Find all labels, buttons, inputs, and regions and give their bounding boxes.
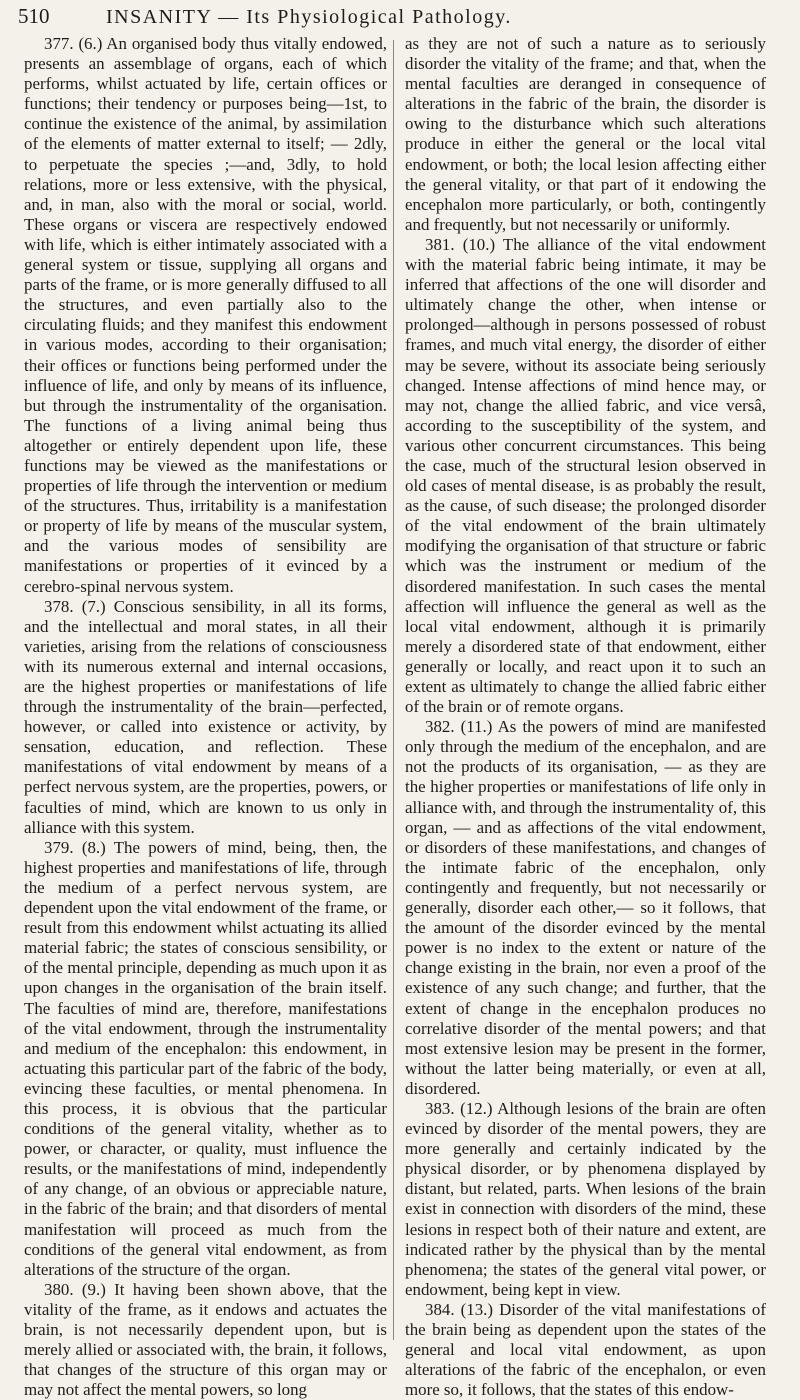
- page-number: 510: [18, 4, 50, 28]
- paragraph-379: 379. (8.) The powers of mind, being, then, the highest properties and manifestations of life, through the medium of a perfect nervous system, are dependent upon the vital endowment of the frame, or result from this endowment whilst actuating its allied material fabric; the states of conscious sensibility, or of the mental principle, depending as much upon it as upon changes in the organisation of the brain itself. The faculties of mind are, therefore, manifestations of the vital endowment, through the instrumentality and medium of the encephalon: this endowment, in actuating this particular part of the fabric of the body, evincing these faculties, or mental phenomena. In this process, it is obvious that the particular conditions of the general vitality, whether as to power, or character, or quality, must influence the results, or the manifestations of mind, independently of any change, of an obvious or appreciable nature, in the fabric of the brain; and that disorders of mental manifestation will proceed as much from the conditions of the general vital endowment, as from alterations of the structure of the organ.: [24, 837, 387, 1279]
- column-divider: [393, 40, 394, 1340]
- paragraph-383: 383. (12.) Although lesions of the brain are often evinced by disorder of the mental powers, they are more generally and certainly indicated by the physical disorder, or by phenomena displayed by distant, but related, parts. When lesions of the brain exist in connection with disorders of the mind, these lesions in respect both of their nature and extent, are indicated rather by the physical than by the mental phenomena; the states of the general vital power, or endowment, being kept in view.: [405, 1098, 766, 1299]
- paragraph-381: 381. (10.) The alliance of the vital endowment with the material fabric being intimate, it may be inferred that affections of the one will disorder and ultimately change the other, when intense or prolonged—although in persons possessed of robust frames, and much vital energy, the disorder of either may be severe, without its associate being seriously changed. Intense affections of mind hence may, or may not, change the allied fabric, and vice versâ, according to the susceptibility of the system, and various other concurrent circumstances. This being the case, much of the structural lesion observed in old cases of mental disease, is as probably the result, as the cause, of such disease; the prolonged disorder of the vital endowment of the brain ultimately modifying the organisation of that structure or fabric which was the instrument or medium of the disordered manifestation. In such cases the mental affection will influence the general as well as the local vital endowment, although it is primarily merely a disordered state of that endowment, either generally or locally, and react upon it to such an extent as ultimately to change the allied fabric either of the brain or of remote organs.: [405, 234, 766, 717]
- paragraph-384: 384. (13.) Disorder of the vital manifestations of the brain being as dependent upon the states of the general and local vital endowment, as upon alterations of the fabric of the encephalon, or even more so, it follows, that the states of this endow-: [405, 1299, 766, 1400]
- page-header: [18, 4, 718, 34]
- left-column: [24, 34, 387, 1400]
- paragraph-377: 377. (6.) An organised body thus vitally endowed, presents an assemblage of organs, each of which performs, whilst actuated by life, certain offices or functions; their tendency or purposes being—1st, to continue the existence of the animal, by assimilation of the elements of matter external to itself; — 2dly, to perpetuate the species ;—and, 3dly, to hold relations, more or less extensive, with the physical, and, in man, also with the moral or social, world. These organs or viscera are respectively endowed with life, which is either intimately associated with a general system or tissue, supplying all organs and parts of the frame, or is more generally diffused to all the structures, and even partially also to the circulating fluids; and they manifest this endowment in various modes, according to their organisation; their offices or functions being performed under the influence of life, and only by means of its influence, but through the instrumentality of the organisation. The functions of a living animal being thus altogether or entirely dependent upon life, these functions may be viewed as the manifestations or properties of life through the intervention or medium of the structures. Thus, irritability is a manifestation or property of life by means of the muscular system, and the various modes of sensibility are manifestations or properties of it evinced by a cerebro-spinal nervous system.: [24, 34, 387, 596]
- paragraph-382: 382. (11.) As the powers of mind are manifested only through the medium of the encephalon, and are not the products of its organisation, — as they are the higher properties or manifestations of life only in alliance with, and through the instrumentality of, this organ, — and as affections of the vital endowment, or disorders of these manifestations, and changes of the intimate fabric of the encephalon, only contingently and frequently, but not necessarily or generally, disorder each other,— so it follows, that the amount of the disorder evinced by the mental power is no index to the extent or nature of the change existing in the brain, nor even a proof of the existence of any such change; and further, that the extent of change in the encephalon produces no correlative disorder of the mental powers; and that most extensive lesion may be present in the former, without the latter being materially, or even at all, disordered.: [405, 717, 766, 1098]
- paragraph-378: 378. (7.) Conscious sensibility, in all its forms, and the intellectual and moral states, in all their varieties, arising from the relations of consciousness with its numerous external and internal occasions, are the highest properties or manifestations of life through the instrumentality of the brain—perfected, however, or called into existence or activity, by sensation, education, and reflection. These manifestations of vital endowment by means of a perfect nervous system, are the properties, powers, or faculties of mind, which are known to us only in alliance with this system.: [24, 596, 387, 837]
- paragraph-380-continued: as they are not of such a nature as to seriously disorder the vitality of the frame; and that, when the mental faculties are deranged in consequence of alterations in the fabric of the brain, the disorder is owing to the disturbance which such alterations produce in either the general or the local vital endowment, or both; the local lesion affecting either the general vitality, or that part of it endowing the encephalon more particularly, or both, contingently and frequently, but not necessarily or uniformly.: [405, 34, 766, 234]
- running-head: INSANITY — Its Physiological Pathology.: [106, 6, 512, 28]
- right-column: [405, 34, 766, 1400]
- paragraph-380: 380. (9.) It having been shown above, that the vitality of the frame, as it endows and actuates the brain, is not necessarily dependent upon, but is merely allied or associated with, the brain, it follows, that changes of the structure of this organ may or may not affect the mental powers, so long: [24, 1279, 387, 1400]
